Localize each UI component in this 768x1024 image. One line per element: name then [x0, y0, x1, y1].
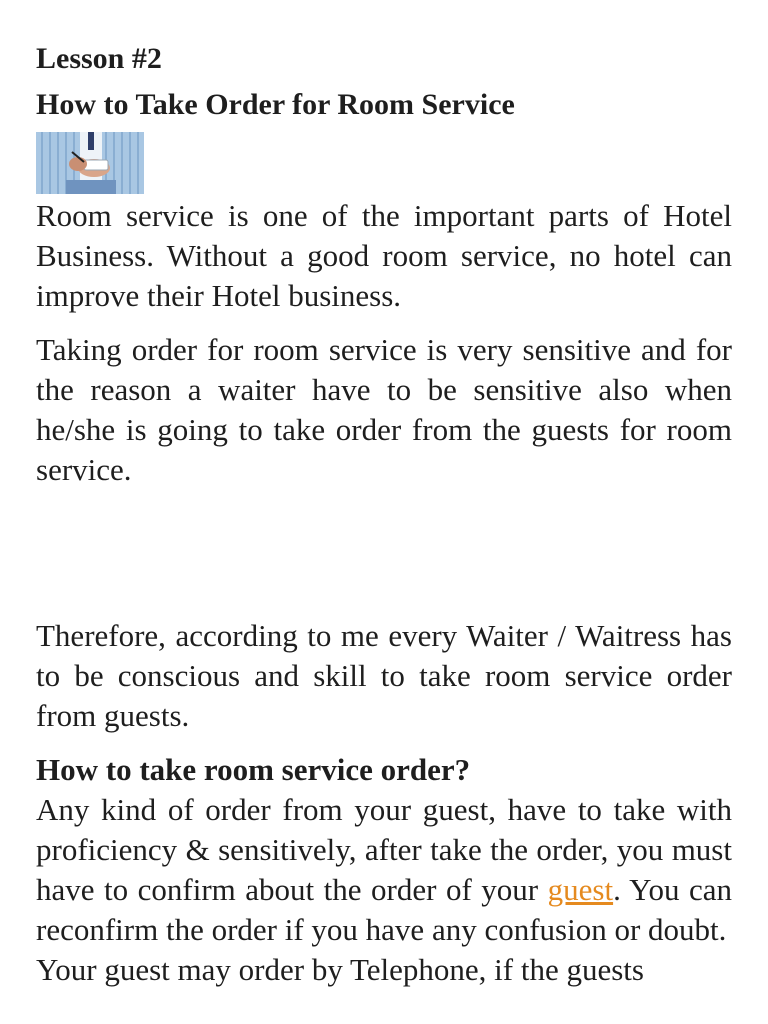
- paragraph-take-order: [36, 790, 732, 950]
- lesson-title: How to Take Order for Room Service: [36, 88, 515, 121]
- paragraph-waiter-conscious: Therefore, according to me every Waiter / Waitress has to be conscious and skill to take room service order from guests.: [36, 618, 732, 733]
- paragraph-taking-order-sensitive: Taking order for room service is very sensitive and for the reason a waiter have to be sensitive also when he/she is going to take order from the guests for room service.: [36, 332, 732, 487]
- paragraph-text-before-link: Any kind of order from your guest, have to take with proficiency & sensitively, after take the order, you must have to confirm about the order of your: [36, 792, 732, 907]
- section-heading: How to take room service order?: [36, 752, 471, 787]
- document-page: [36, 36, 732, 990]
- lesson-number: Lesson #2: [36, 42, 162, 75]
- blank-space: [36, 490, 732, 616]
- paragraph-text-after-link: . You can reconfirm the order if you have any confusion or doubt.: [36, 872, 732, 947]
- guest-link[interactable]: guest: [547, 872, 614, 907]
- paragraph-telephone-order-partial: Your guest may order by Telephone, if the guests: [36, 952, 644, 987]
- paragraph-room-service-intro: Room service is one of the important parts of Hotel Business. Without a good room service, no hotel can improve their Hotel business.: [36, 198, 732, 313]
- waiter-taking-order-image: [36, 132, 144, 194]
